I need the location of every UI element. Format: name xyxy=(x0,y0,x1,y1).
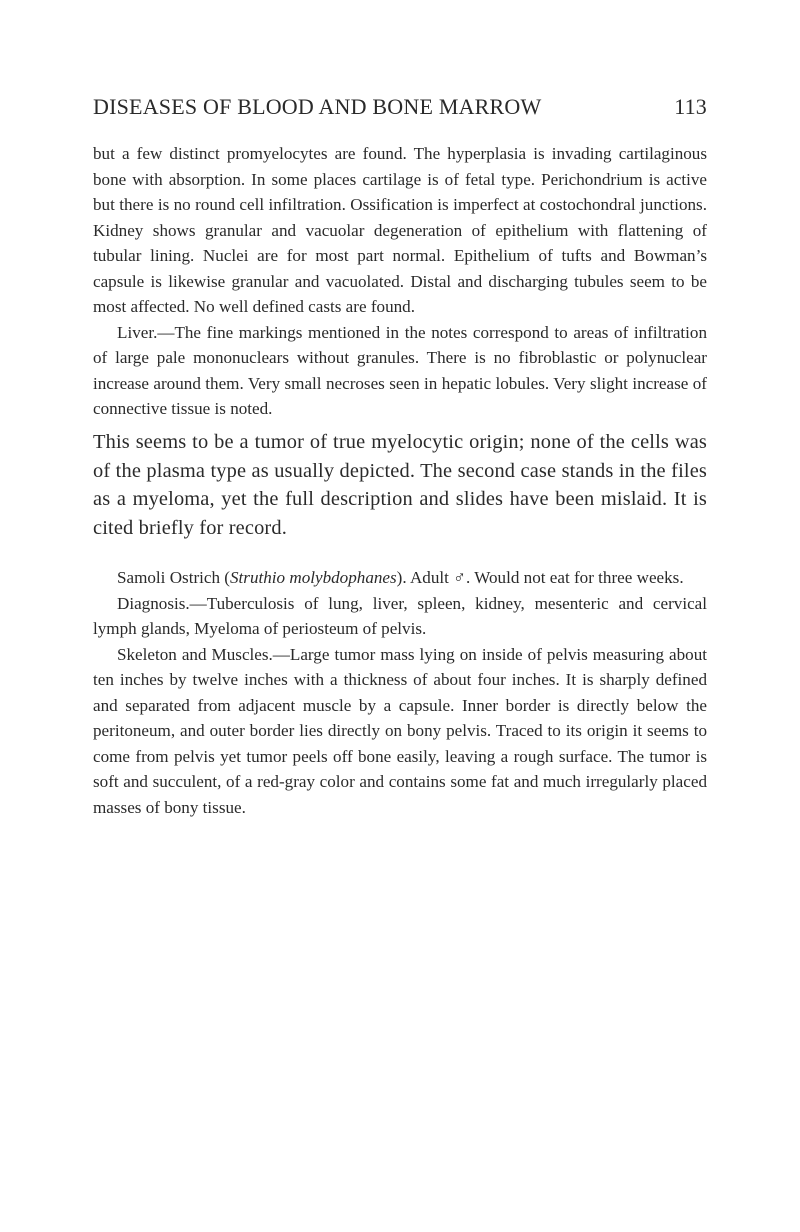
paragraph-skeleton-muscles: Skeleton and Muscles.—Large tumor mass lying on inside of pelvis measuring about ten inches by twelve inches with a thickness of about four inches. It is sharply defined and separated from adjacent muscle by a capsule. Inner border is directly below the peritoneum, and outer border lies directly on bony pelvis. Traced to its origin it seems to come from pelvis yet tumor peels off bone easily, leaving a rough surface. The tumor is soft and succulent, of a red-gray color and contains some fat and much irregularly placed masses of bony tissue. xyxy=(93,644,707,817)
paragraph-histology: but a few distinct promyelocytes are found. The hyperplasia is invading cartilaginous bone with absorption. In some places cartilage is of fetal type. Perichondrium is active but there is no round cell infiltration. Ossification is imperfect at costochondral junctions. Kidney shows granular and vacuolar degeneration of epithelium with flattening of tubular lining. Nuclei are for most part normal. Epithelium of tufts and Bowman’s capsule is likewise granular and vacuolated. Distal and discharging tubules seem to be most affected. No well defined casts are found. xyxy=(93,144,707,316)
page-number: 113 xyxy=(674,94,707,119)
commentary-block xyxy=(93,428,707,542)
page-header xyxy=(93,94,707,124)
paragraph-diagnosis: Diagnosis.—Tuberculosis of lung, liver, spleen, kidney, mesenteric and cervical lymph glands, Myeloma of periosteum of pelvis. xyxy=(93,593,707,638)
species-name: Struthio molybdophanes xyxy=(230,568,397,587)
paragraph-commentary: This seems to be a tumor of true myelocytic origin; none of the cells was of the plasma type as usually depicted. The second case stands in the files as a myeloma, yet the full description and slides have been mislaid. It is cited briefly for record. xyxy=(93,431,707,539)
pathology-notes-block xyxy=(93,141,707,422)
case-heading-pre: Samoli Ostrich ( xyxy=(117,568,230,587)
case-heading-post: ). Adult ♂. Would not eat for three weeks. xyxy=(396,568,684,587)
running-title: DISEASES OF BLOOD AND BONE MARROW xyxy=(93,94,542,119)
case-report-block xyxy=(93,565,707,820)
paragraph-case-heading xyxy=(93,565,707,591)
paragraph-liver: Liver.—The fine markings mentioned in the notes correspond to areas of infiltration of large pale mononuclears without granules. There is no fibroblastic or polynuclear increase around them. Very small necroses seen in hepatic lobules. Very slight increase of connective tissue is noted. xyxy=(93,322,707,418)
